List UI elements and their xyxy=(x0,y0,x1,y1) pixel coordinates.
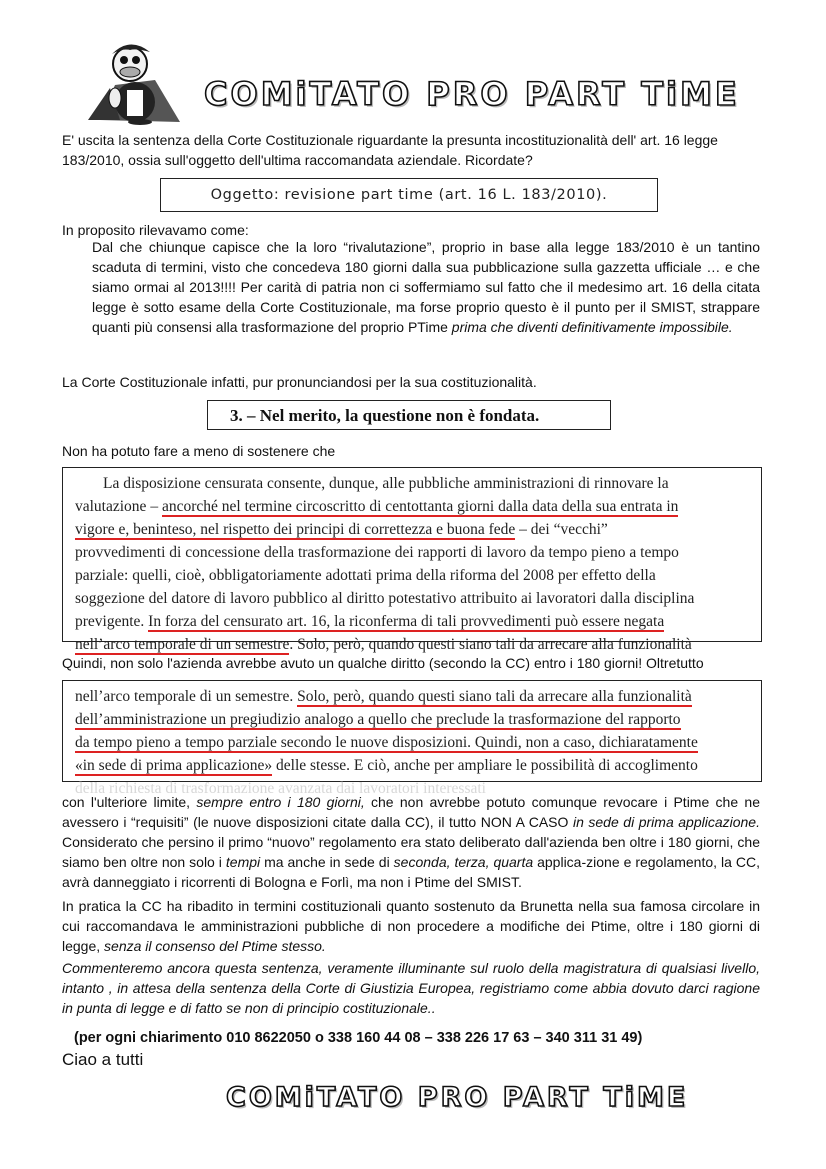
quindi-text: Quindi, non solo l'azienda avrebbe avuto un qualche diritto (secondo la CC) entro i 180 giorni! Oltretutto xyxy=(62,655,704,671)
quote-italic: prima che diventi definitivamente impossibile. xyxy=(451,319,733,335)
underlined-text: da tempo pieno a tempo parziale secondo le nuove disposizioni. Quindi, non a caso, dichiaratamente xyxy=(75,734,698,751)
body-text: applica-zione e regolamento, la CC, avrà danneggiato i ricorrenti di Bologna e Forlì, ma non i Ptime del SMIST. xyxy=(62,854,760,890)
sentence-excerpt-2 xyxy=(62,680,762,797)
intro-paragraph xyxy=(62,130,760,170)
sentence-excerpt-1 xyxy=(62,467,762,653)
body-paragraph-1 xyxy=(62,792,760,892)
quote-text: Dal che chiunque capisce che la loro “rivalutazione”, proprio in base alla legge 183/2010 è un tantino scaduta di termini, visto che concedeva 180 giorni dalla sua pubblicazione sulla gazzetta ufficiale … e che siamo ormai al 2013!!!! Per carità di patria non ci soffermiamo sul fatto che il medesimo art. 16 della citata legge è sotto esame della Corte Costituzionale, ma forse proprio questo è il punto per il SMIST, strappare quanti più consensi alla trasformazione del proprio PTime xyxy=(92,239,760,335)
body-text: con l'ulteriore limite, xyxy=(62,794,197,810)
excerpt2-cut-line: della richiesta di trasformazione avanzata dai lavoratori interessati xyxy=(75,780,486,797)
underlined-text: ancorché nel termine circoscritto di centottanta giorni dalla data della sua entrata in xyxy=(161,498,679,515)
underlined-text: «in sede di prima applicazione» xyxy=(75,757,273,774)
body-italic: Commenteremo ancora questa sentenza, veramente illuminante sul ruolo della magistratura di qualsiasi livello, intanto , in attesa della sentenza della Corte di Giustizia Europea, registriamo come abbia dovuto darci ragione in punta di legge e di fatto se non di principio costituzionale.. xyxy=(62,960,760,1016)
excerpt2-text: nell’arco temporale di un semestre. xyxy=(75,688,298,705)
body-text: ma anche in sede di xyxy=(260,854,394,870)
body-italic: in sede di prima applicazione. xyxy=(572,814,760,830)
body-text: Considerato che persino il primo “nuovo” regolamento era stato deliberato dall'azienda ben oltre i 180 giorni, che siamo ben oltre non solo i xyxy=(62,834,760,870)
excerpt1-line: soggezione del datore di lavoro pubblico al diritto potestativo attribuito ai lavoratori dalla disciplina xyxy=(75,590,695,607)
excerpt1-text: previgente. xyxy=(75,613,149,630)
non-ha-potuto-text: Non ha potuto fare a meno di sostenere che xyxy=(62,443,336,459)
excerpt1-line: parziale: quelli, cioè, obbligatoriamente adottati prima della riforma del 2008 per effetto della xyxy=(75,567,656,584)
excerpt1-text: valutazione – xyxy=(75,498,162,515)
body-italic: seconda, terza, quarta xyxy=(393,854,534,870)
merito-clipping: 3. – Nel merito, la questione non è fondata. xyxy=(207,400,611,430)
header-banner-title: COMiTATO PRO PART TiME xyxy=(204,75,740,113)
underlined-text: nell’arco temporale di un semestre xyxy=(75,636,290,653)
excerpt1-line: provvedimenti di concessione della trasformazione dei rapporti di lavoro da tempo pieno a tempo xyxy=(75,544,679,561)
body-italic: sempre entro i 180 giorni, xyxy=(196,794,365,810)
body-text: che non avrebbe potuto comunque revocare i Ptime che ne avessero i “requisiti” (le nuove disposizioni citate dalla CC), il tutto NON A CASO xyxy=(62,794,760,830)
intro-line-2: 183/2010, ossia sull'oggetto dell'ultima raccomandata aziendale. Ricordate? xyxy=(62,152,533,168)
contact-phones: (per ogni chiarimento 010 8622050 o 338 160 44 08 – 338 226 17 63 – 340 311 31 49) xyxy=(74,1030,643,1046)
footer-banner-title: COMiTATO PRO PART TiME xyxy=(226,1082,689,1113)
closing-greeting: Ciao a tutti xyxy=(62,1050,144,1069)
underlined-text: Solo, però, quando questi siano tali da arrecare alla funzionalità xyxy=(297,688,692,705)
mascot-duck-logo xyxy=(80,40,190,125)
excerpt1-line: La disposizione censurata consente, dunque, alle pubbliche amministrazioni di rinnovare la xyxy=(103,475,669,492)
underlined-text: vigore e, beninteso, nel rispetto dei principi di correttezza e buona fede xyxy=(75,521,516,538)
quoted-paragraph xyxy=(92,237,760,337)
body-paragraph-2 xyxy=(62,896,760,956)
excerpt2-text: delle stesse. E ciò, anche per ampliare le possibilità di accoglimento xyxy=(272,757,698,774)
body-italic: tempi xyxy=(225,854,261,870)
intro-line-1: E' uscita la sentenza della Corte Costituzionale riguardante la presunta incostituzionalità dell' art. 16 legge xyxy=(62,132,718,148)
body-text: In pratica la CC ha ribadito in termini costituzionali quanto sostenuto da Brunetta nella sua famosa circolare in cui raccomandava le amministrazioni pubbliche di non procedere a modifiche dei Ptime, oltre i 180 giorni di legge, xyxy=(62,898,760,954)
underlined-text: dell’amministrazione un pregiudizio analogo a quello che preclude la trasformazione del rapporto xyxy=(75,711,681,728)
body-italic: senza il consenso del Ptime stesso. xyxy=(104,938,326,954)
body-paragraph-3 xyxy=(62,958,760,1018)
excerpt1-text: . Solo, però, quando questi siano tali da arrecare alla funzionalità xyxy=(289,636,692,653)
underlined-text: In forza del censurato art. 16, la riconferma di tali provvedimenti può essere negata xyxy=(148,613,665,630)
excerpt1-text: – dei “vecchi” xyxy=(515,521,608,538)
corte-text: La Corte Costituzionale infatti, pur pronunciandosi per la sua costituzionalità. xyxy=(62,374,537,390)
oggetto-clipping: Oggetto: revisione part time (art. 16 L. 183/2010). xyxy=(160,178,658,212)
in-proposito-text: In proposito rilevavamo come: xyxy=(62,222,249,238)
